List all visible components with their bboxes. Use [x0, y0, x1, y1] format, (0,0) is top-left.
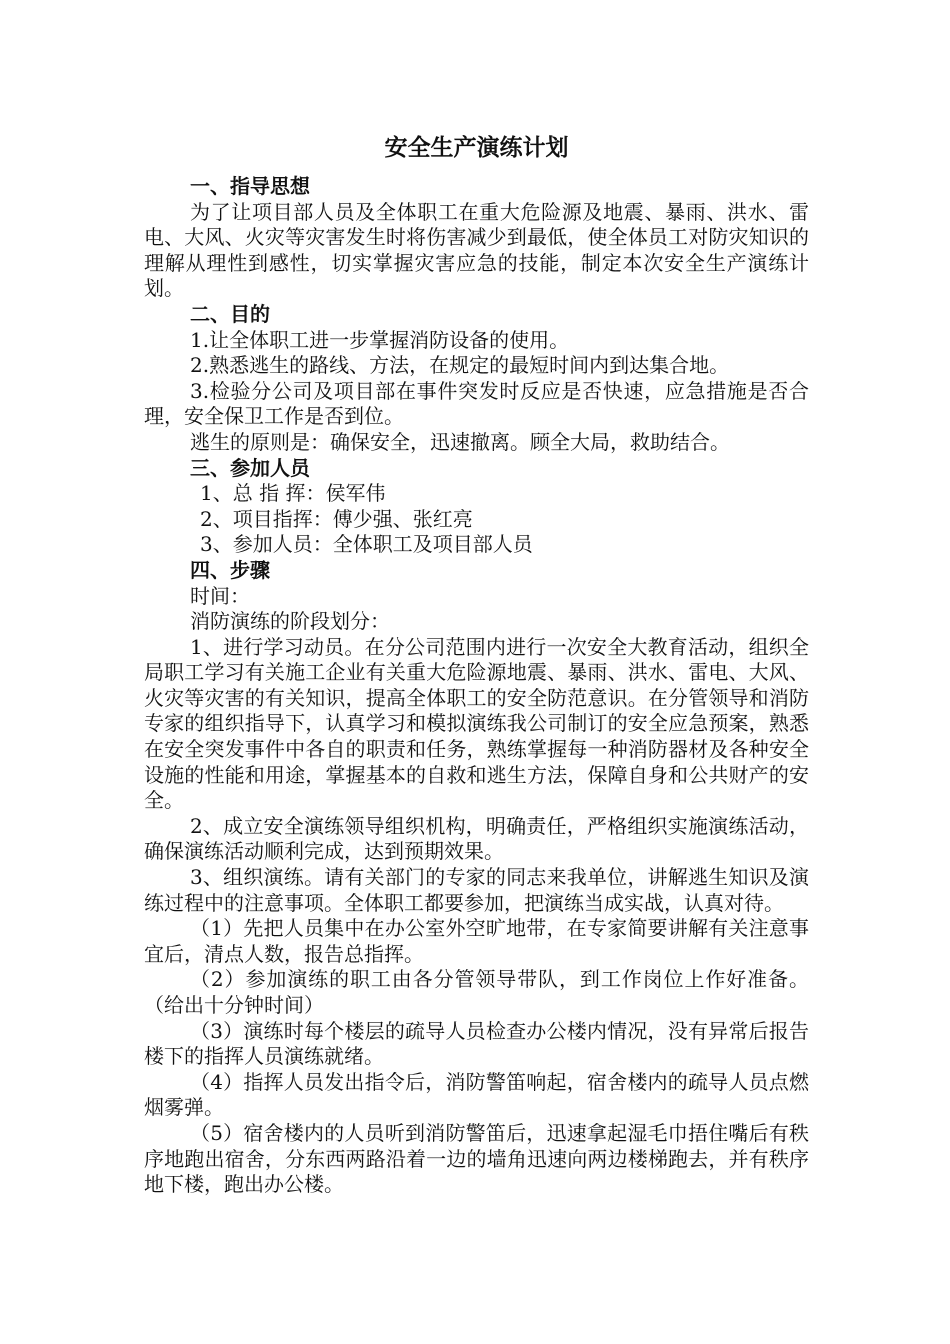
step-1-mobilization: 1、进行学习动员。在分公司范围内进行一次安全大教育活动，组织全局职工学习有关施工企业有关重大危险源地震、暴雨、洪水、雷电、大风、火灾等灾害的有关知识，提高全体职工的安全防范意识。在分管领导和消防专家的组织指导下，认真学习和模拟演练我公司制订的安全应急预案，熟悉在安全突发事件中各自的职责和任务，熟练掌握每一种消防器材及各种安全设施的性能和用途，掌握基本的自救和逃生方法，保障自身和公共财产的安全。 — [144, 634, 809, 813]
drill-substep-4: （4）指挥人员发出指令后，消防警笛响起，宿舍楼内的疏导人员点燃烟雾弹。 — [144, 1069, 809, 1120]
steps-time: 时间： — [190, 583, 250, 608]
escape-principle: 逃生的原则是：确保安全，迅速撤离。顾全大局，救助结合。 — [190, 429, 730, 454]
step-2-organization: 2、成立安全演练领导组织机构，明确责任，严格组织实施演练活动，确保演练活动顺利完成，达到预期效果。 — [144, 813, 809, 864]
steps-phases: 消防演练的阶段划分： — [190, 609, 390, 634]
section-heading-steps: 四、步骤 — [190, 557, 270, 582]
section-heading-participants: 三、参加人员 — [190, 455, 310, 480]
drill-substep-3: （3）演练时每个楼层的疏导人员检查办公楼内情况，没有异常后报告楼下的指挥人员演练就绪。 — [144, 1018, 809, 1069]
document-title: 安全生产演练计划 — [384, 135, 569, 161]
paragraph-guiding-ideology: 为了让项目部人员及全体职工在重大危险源及地震、暴雨、洪水、雷电、大风、火灾等灾害发生时将伤害减少到最低，使全体员工对防灾知识的理解从理性到感性，切实掌握灾害应急的技能，制定本次安全生产演练计划。 — [144, 199, 809, 301]
purpose-item-2: 2.熟悉逃生的路线、方法，在规定的最短时间内到达集合地。 — [190, 353, 730, 378]
section-heading-guiding-ideology: 一、指导思想 — [190, 174, 310, 198]
section-heading-purpose: 二、目的 — [190, 301, 270, 326]
drill-substep-2: （2）参加演练的职工由各分管领导带队，到工作岗位上作好准备。（给出十分钟时间） — [144, 967, 809, 1017]
participant-project-commander: 2、项目指挥：傅少强、张红亮 — [200, 506, 473, 531]
drill-substep-1: （1）先把人员集中在办公室外空旷地带，在专家简要讲解有关注意事宜后，清点人数，报告总指挥。 — [144, 916, 809, 966]
drill-substep-5: （5）宿舍楼内的人员听到消防警笛后，迅速拿起湿毛巾捂住嘴后有秩序地跑出宿舍，分东西两路沿着一边的墙角迅速向两边楼梯跑去，并有秩序地下楼，跑出办公楼。 — [144, 1120, 809, 1197]
purpose-item-1: 1.让全体职工进一步掌握消防设备的使用。 — [190, 327, 570, 352]
step-3-drill: 3、组织演练。请有关部门的专家的同志来我单位，讲解逃生知识及演练过程中的注意事项。全体职工都要参加，把演练当成实战，认真对待。 — [144, 865, 809, 915]
document-page — [144, 132, 809, 1198]
participant-commander: 1、总 指 挥：侯军伟 — [200, 481, 386, 506]
purpose-item-3: 3.检验分公司及项目部在事件突发时反应是否快速，应急措施是否合理，安全保卫工作是否到位。 — [144, 378, 809, 429]
participant-members: 3、参加人员：全体职工及项目部人员 — [200, 532, 533, 557]
